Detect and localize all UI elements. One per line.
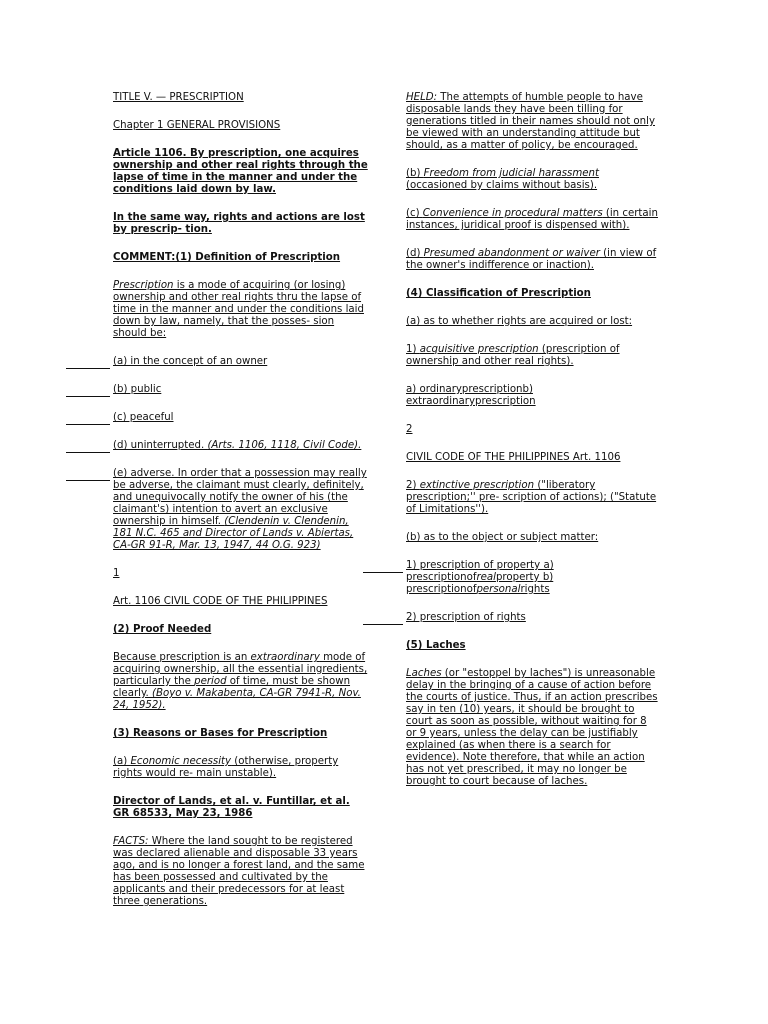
economic-necessity-paragraph: [113, 756, 368, 780]
leader-line: [66, 356, 110, 369]
list-item: [113, 468, 368, 552]
item-d-citation: (Arts. 1106, 1118, Civil Code).: [207, 440, 362, 451]
title-heading: TITLE V. — PRESCRIPTION: [113, 92, 244, 103]
reason-c-prefix: (c): [406, 208, 423, 219]
prop-term-real: real: [476, 572, 496, 583]
proof-paragraph: [113, 652, 368, 712]
item-e-citation: (Clendenin v. Clendenin, 181 N.C. 465 and Director of Lands v. Abiertas, CA-GR 91-R, Mar. 13, 1947, 44 O.G. 923): [113, 516, 354, 551]
list-item: [113, 356, 368, 368]
comment-heading: COMMENT:(1) Definition of Prescription: [113, 252, 341, 263]
running-head: Art. 1106 CIVIL CODE OF THE PHILIPPINES: [113, 596, 328, 607]
proof-text-3: of time, must be shown clearly.: [113, 676, 351, 699]
classification-a: (a) as to whether rights are acquired or lost:: [406, 316, 633, 327]
leader-line: [66, 468, 110, 481]
left-column: [113, 92, 368, 908]
page-number: 2: [406, 424, 413, 435]
definition-term: Prescription: [113, 280, 174, 291]
list-item: [113, 440, 368, 452]
proof-heading: (2) Proof Needed: [113, 624, 212, 635]
ext-rest: ("liberatory prescription;'' pre- scription of actions); ("Statute of Limitations'').: [406, 480, 657, 515]
item-d-text: (d) uninterrupted.: [113, 440, 208, 451]
econ-prefix: (a): [113, 756, 131, 767]
same-way-text: In the same way, rights and actions are lost by prescrip- tion.: [113, 212, 365, 235]
proof-citation: (Boyo v. Makabenta, CA-GR 7941-R, Nov. 24, 1952).: [113, 688, 361, 711]
reason-c: [406, 208, 658, 232]
reasons-heading: (3) Reasons or Bases for Prescription: [113, 728, 328, 739]
econ-rest: (otherwise, property rights would re- main unstable).: [113, 756, 339, 779]
prop-text-2: property b) prescriptionof: [406, 572, 554, 595]
list-item: [113, 412, 368, 424]
item-e-text: (e) adverse. In order that a possession may really be adverse, the claimant must clearly, definitely, and unequivocally notify the owner of his (the claimant's) intention to avert an exclusive ownership in himself.: [113, 468, 367, 527]
item-c: (c) peaceful: [113, 412, 174, 423]
facts-label: FACTS:: [113, 836, 149, 847]
running-head: CIVIL CODE OF THE PHILIPPINES Art. 1106: [406, 452, 621, 463]
prescription-of-rights: 2) prescription of rights: [406, 612, 526, 623]
leader-line: [66, 412, 110, 425]
prescription-of-property: [406, 560, 658, 596]
reason-d-prefix: (d): [406, 248, 424, 259]
prop-text-1: 1) prescription of property a) prescriptionof: [406, 560, 554, 583]
acq-prefix: 1): [406, 344, 420, 355]
leader-line: [66, 440, 110, 453]
definition-paragraph: [113, 280, 368, 340]
reason-c-term: Convenience in procedural matters: [422, 208, 603, 219]
acq-rest: (prescription of ownership and other real rights).: [406, 344, 620, 367]
list-item: [406, 560, 658, 596]
facts-text: Where the land sought to be registered was declared alienable and disposable 33 years ago, and is no longer a forest land, and the same has been possessed and cultivated by the applicants and their predecessors for at least three generations.: [113, 836, 365, 907]
acq-term: acquisitive prescription: [419, 344, 539, 355]
case-title: Director of Lands, et al. v. Funtillar, et al. GR 68533, May 23, 1986: [113, 796, 350, 819]
list-item: [406, 612, 658, 624]
item-b: (b) public: [113, 384, 162, 395]
reason-b-rest: (occasioned by claims without basis).: [406, 180, 598, 191]
leader-line: [363, 560, 403, 573]
reason-d-rest: (in view of the owner's indifference or inaction).: [406, 248, 657, 271]
ordinary-extraordinary: a) ordinaryprescriptionb) extraordinaryprescription: [406, 384, 536, 407]
prop-text-3: rights: [520, 584, 550, 595]
proof-term-extraordinary: extraordinary: [250, 652, 320, 663]
ext-term: extinctive prescription: [419, 480, 535, 491]
classification-heading: (4) Classification of Prescription: [406, 288, 591, 299]
laches-paragraph: [406, 668, 658, 788]
laches-heading: (5) Laches: [406, 640, 466, 651]
page-number: 1: [113, 568, 120, 579]
proof-term-period: period: [194, 676, 227, 687]
econ-term: Economic necessity: [130, 756, 232, 767]
item-e: [113, 468, 368, 552]
reason-c-rest: (in certain instances, juridical proof is dispensed with).: [406, 208, 658, 231]
held-text: The attempts of humble people to have disposable lands they have been tilling for generations titled in their names should not only be viewed with an understanding attitude but should, as a matter of policy, be encouraged.: [406, 92, 655, 151]
right-column: [406, 92, 658, 788]
article-text: Article 1106. By prescription, one acquires ownership and other real rights through the lapse of time in the manner and under the conditions laid down by law.: [113, 148, 368, 195]
reason-d-term: Presumed abandonment or waiver: [423, 248, 600, 259]
leader-line: [66, 384, 110, 397]
laches-term: Laches: [406, 668, 442, 679]
prop-term-personal: personal: [476, 584, 521, 595]
proof-text-2: mode of acquiring ownership, all the essential ingredients, particularly the: [113, 652, 368, 687]
extinctive-paragraph: [406, 480, 658, 516]
definition-rest: is a mode of acquiring (or losing) ownership and other real rights thru the lapse of time in the manner and under the conditions laid down by law, namely, that the posses- sion should be:: [113, 280, 364, 339]
reason-b-prefix: (b): [406, 168, 424, 179]
chapter-heading: Chapter 1 GENERAL PROVISIONS: [113, 120, 281, 131]
item-a: (a) in the concept of an owner: [113, 356, 268, 367]
acquisitive-paragraph: [406, 344, 658, 368]
list-item: [113, 384, 368, 396]
held-paragraph: [406, 92, 658, 152]
ext-prefix: 2): [406, 480, 420, 491]
classification-b: (b) as to the object or subject matter:: [406, 532, 599, 543]
proof-text-1: Because prescription is an: [113, 652, 251, 663]
reason-b: [406, 168, 658, 192]
laches-text: (or "estoppel by laches") is unreasonable delay in the bringing of a cause of action before the courts of justice. Thus, if an action prescribes say in ten (10) years, it should be brought to court as soon as possible, without waiting for 8 or 9 years, unless the delay can be justifiably explained (as when there is a search for evidence). Note therefore, that while an action has not yet prescribed, it may no longer be brought to court because of laches.: [406, 668, 658, 787]
item-d: [113, 440, 368, 452]
leader-line: [363, 612, 403, 625]
held-label: HELD:: [406, 92, 438, 103]
reason-b-term: Freedom from judicial harassment: [423, 168, 599, 179]
facts-paragraph: [113, 836, 368, 908]
reason-d: [406, 248, 658, 272]
